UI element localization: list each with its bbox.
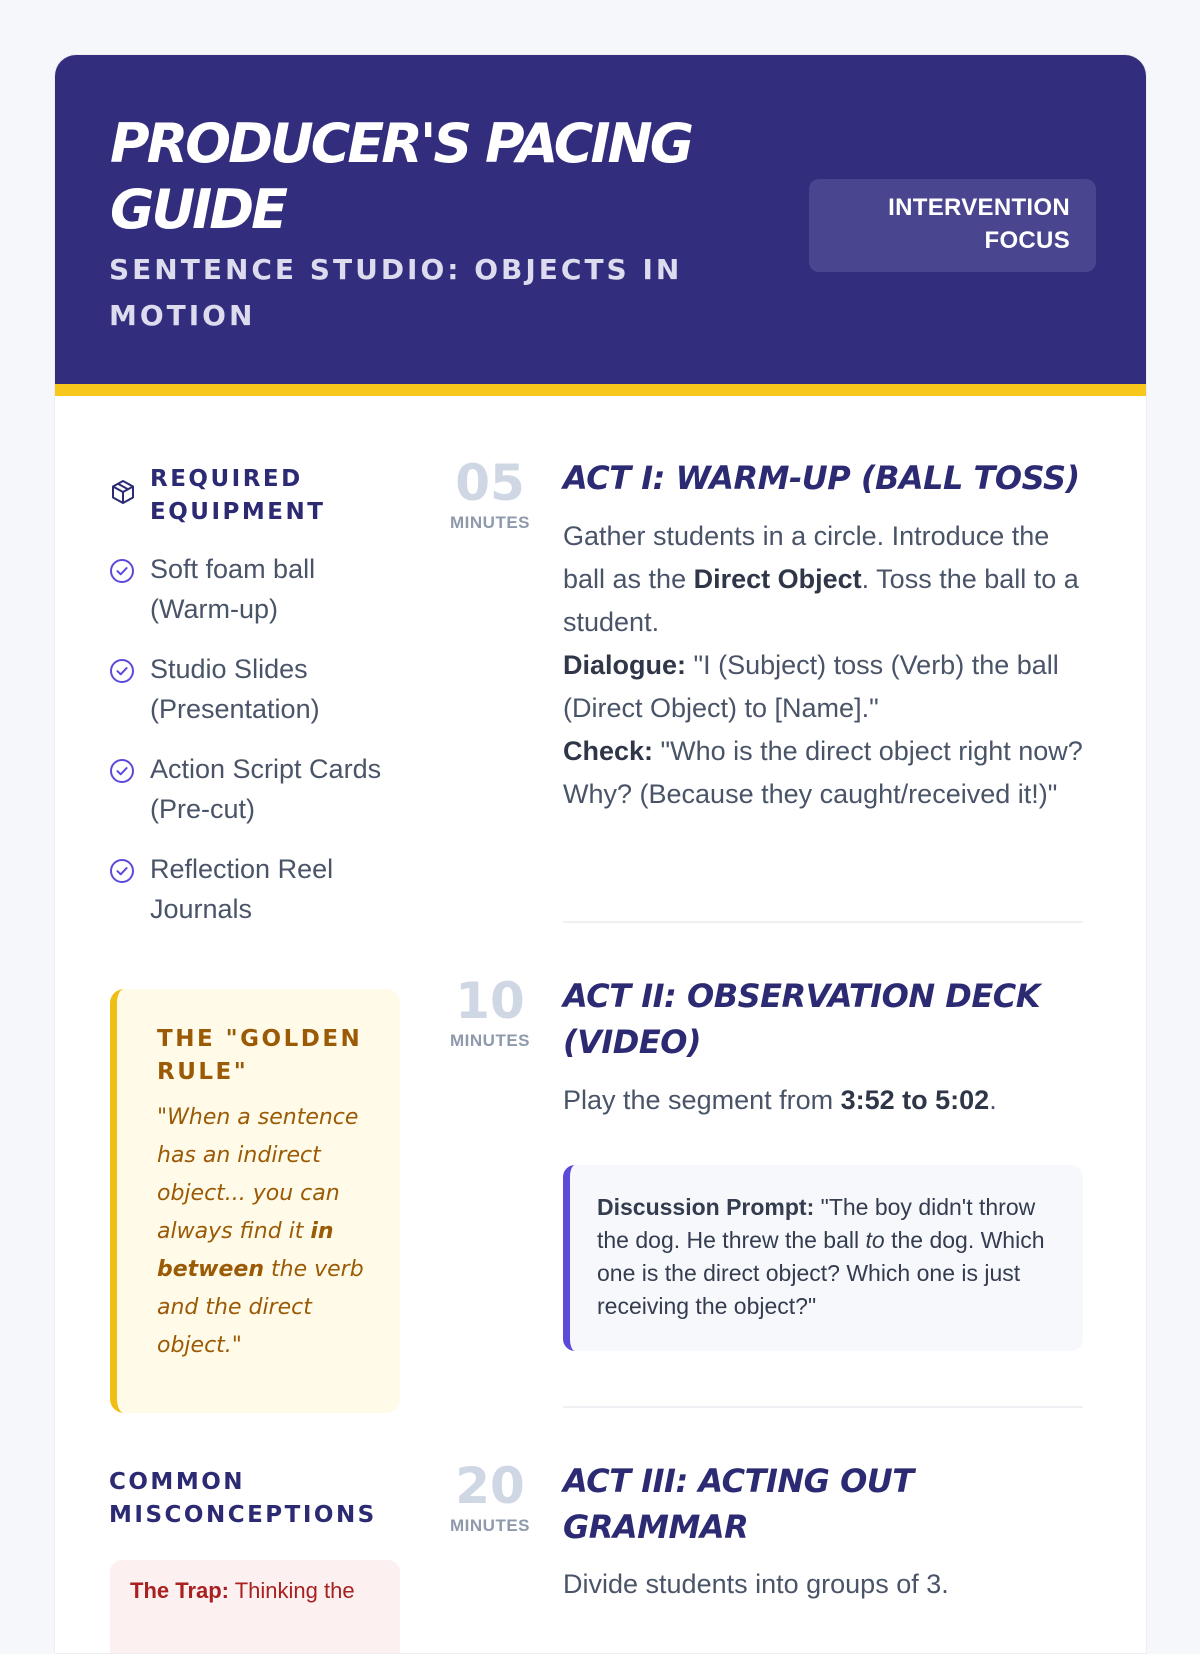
act-2-p1-bold: 3:52 to 5:02	[840, 1085, 990, 1115]
act-1-p1-text: Gather students in a circle. Introduce the ball as the	[563, 521, 1050, 594]
equipment-item-label: Reflection Reel Journals	[150, 854, 334, 924]
list-item	[109, 849, 409, 929]
check-text: "Who is the direct object right now? Why? (Because they caught/received it!)"	[563, 736, 1083, 809]
act-1-dialogue	[563, 644, 1083, 730]
equipment-title: REQUIRED EQUIPMENT	[150, 466, 326, 525]
discussion-prompt-text-a: "The boy didn't throw the dog. He threw the ball	[597, 1194, 1036, 1253]
act-2-p1-text: Play the segment from	[563, 1085, 841, 1115]
misconceptions-title: COMMON MISCONCEPTIONS	[109, 1469, 377, 1528]
page-title: PRODUCER'S PACING GUIDE	[110, 112, 692, 241]
check-circle-icon	[109, 758, 135, 784]
act-2-title: ACT II: OBSERVATION DECK (VIDEO)	[563, 977, 1040, 1061]
pacing-guide-card	[54, 54, 1147, 1654]
act-1-p1-text-end: . Toss the ball to a student.	[563, 564, 1079, 637]
equipment-list	[109, 549, 409, 949]
intervention-focus-badge	[809, 179, 1096, 272]
dialogue-text: "I (Subject) toss (Verb) the ball (Direct Object) to [Name]."	[563, 650, 1059, 723]
section-divider	[563, 1406, 1083, 1408]
check-circle-icon	[109, 558, 135, 584]
discussion-prompt-emphasis: to	[865, 1227, 885, 1253]
golden-rule-callout	[110, 989, 400, 1413]
golden-rule-text-b: the verb and the direct object."	[157, 1257, 364, 1358]
golden-rule-text-a: "When a sentence has an indirect object... you can always find it	[157, 1105, 359, 1244]
act-2-body	[563, 1079, 1083, 1122]
discussion-prompt-label: Discussion Prompt:	[597, 1194, 815, 1220]
golden-rule-title: THE "GOLDEN RULE"	[157, 1026, 363, 1085]
act-1-p1-bold: Direct Object	[693, 564, 862, 594]
act-3-minutes-number: 20	[455, 1457, 525, 1515]
act-1-body	[563, 515, 1083, 816]
badge-line-1: INTERVENTION	[888, 194, 1070, 221]
package-icon	[111, 479, 135, 505]
golden-rule-text	[157, 1099, 374, 1365]
misconception-trap-box	[110, 1560, 400, 1654]
act-2-minutes-number: 10	[455, 972, 525, 1030]
list-item	[109, 749, 409, 829]
act-1-check	[563, 730, 1083, 816]
list-item	[109, 649, 409, 729]
section-divider	[563, 921, 1083, 923]
dialogue-label: Dialogue:	[563, 650, 687, 680]
act-2-minutes-label: MINUTES	[450, 1031, 530, 1050]
equipment-item-label: Soft foam ball (Warm-up)	[150, 554, 316, 624]
badge-line-2: FOCUS	[984, 227, 1070, 254]
check-circle-icon	[109, 858, 135, 884]
equipment-item-label: Studio Slides (Presentation)	[150, 654, 320, 724]
act-1-minutes-number: 05	[455, 454, 525, 512]
act-3-title: ACT III: ACTING OUT GRAMMAR	[563, 1462, 914, 1546]
list-item	[109, 549, 409, 629]
act-1-paragraph-1	[563, 515, 1083, 644]
check-circle-icon	[109, 658, 135, 684]
act-3-body: Divide students into groups of 3.	[563, 1569, 949, 1599]
header	[55, 55, 1147, 396]
page-subtitle: SENTENCE STUDIO: OBJECTS IN MOTION	[109, 253, 683, 332]
golden-rule-text-bold: in between	[157, 1219, 334, 1282]
act-1-minutes-label: MINUTES	[450, 513, 530, 532]
trap-text: Thinking the	[229, 1578, 355, 1603]
discussion-prompt-callout	[563, 1165, 1083, 1351]
discussion-prompt-text-b: the dog. Which one is the direct object? Which one is just receiving the object?"	[597, 1227, 1045, 1319]
act-1-title: ACT I: WARM-UP (BALL TOSS)	[563, 459, 1080, 497]
act-3-minutes-label: MINUTES	[450, 1516, 530, 1535]
trap-label: The Trap:	[130, 1578, 230, 1603]
act-2-p1-text-end: .	[989, 1085, 997, 1115]
check-label: Check:	[563, 736, 654, 766]
equipment-item-label: Action Script Cards (Pre-cut)	[150, 754, 382, 824]
